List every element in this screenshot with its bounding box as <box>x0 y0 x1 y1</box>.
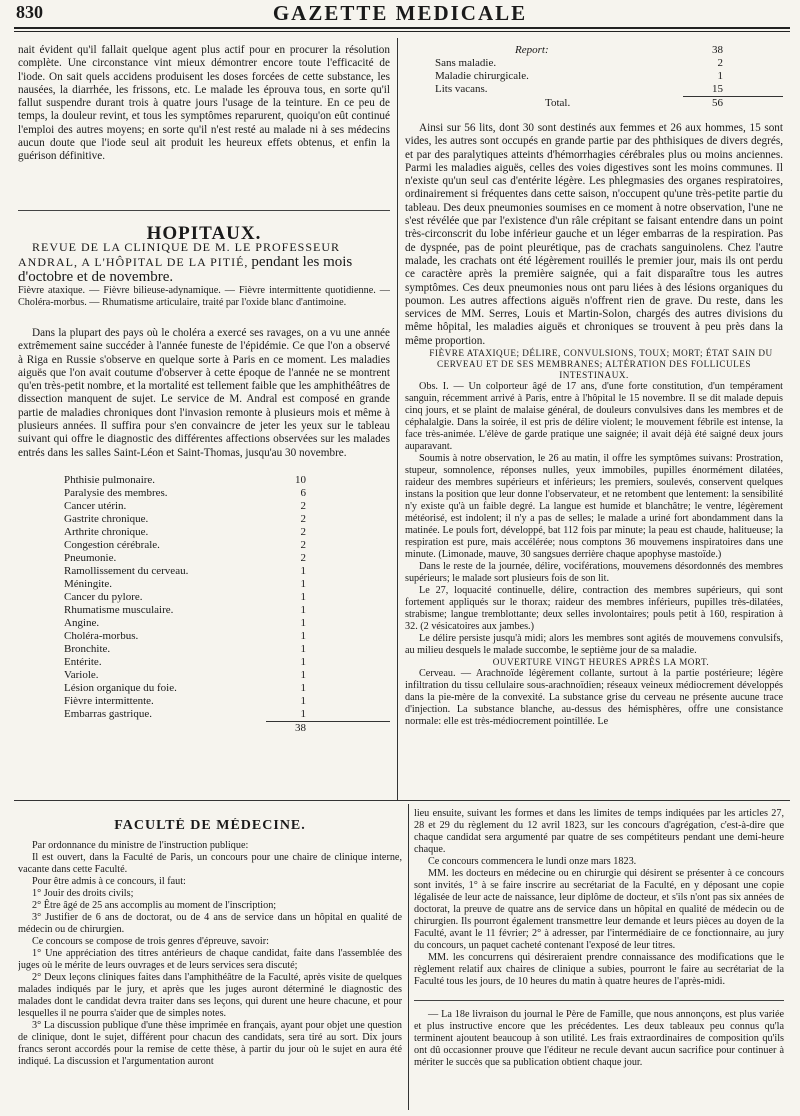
table-row <box>18 539 390 552</box>
paragraph: 3° Justifier de 6 ans de doctorat, ou de 4 ans de service dans un hôpital en qualité de médecin ou de chirurgien. <box>18 912 402 935</box>
diagnosis-count: 1 <box>300 577 306 590</box>
diagnosis-label: Arthrite chronique. <box>64 525 149 538</box>
paragraph: — La 18e livraison du journal le Père de Famille, que nous annonçons, est plus variée et plus instructive encore que les précédentes. Les deux tableaux peu connus qu'la terminent ajoutent beaucoup à son utilité. Les frais extraordinaires de composition qu'ils ont dû occasionner prouve que l'éditeur ne recule devant aucun sacrifice pour continuer à mériter le succès que sa publication obtient chaque jour. <box>414 1009 784 1068</box>
paragraph: Ainsi sur 56 lits, dont 30 sont destinés aux femmes et 26 aux hommes, 15 sont vides, les autres sont occupés en grande partie par des phthisiques de divers degrés, et par des paralytiques atteints d'hémorrhagies cérébrales plus ou moins anciennes. Parmi les maladies aiguës, celles des voies digestives sont les moins communes. Il n'existe qu'un seul cas d'entérite légère. Les phlegmasies des organes respiratoires, ordinairement si fréquentes dans cette saison, n'occupent qu'une très-petite partie du tableau. Des deux pneumonies soumises en ce moment à notre observation, l'une ne s'est révélée que par l'existence d'un râle crépitant se faisant entendre dans un point très-circonscrit du lobe inférieur gauche et un léger embarras de la respiration. Pas de dyspnée, pas de point pleurétique, pas de crachats sanguinolens. Chez l'autre malade, les crachats ont été légèrement rouillés le premier jour, mais ils ont perdu ce caractère après la première saignée, qui a fait disparaître tous les autres symptômes. Ces deux pneumonies nous ont paru liées à des lésions organiques du poumon. Les autres affections aiguës n'offrent rien de grave. Du reste, dans les services de MM. Serres, Louis et Martin-Solon, chargés des autres divisions du même hôpital, les maladies aiguës et chroniques se trouvent à peu près dans la même proportion. <box>405 122 783 347</box>
diagnosis-label: Phthisie pulmonaire. <box>64 473 156 486</box>
paragraph: Soumis à notre observation, le 26 au matin, il offre les symptômes suivans: Prostration, stupeur, somnolence, réponses nulles, yeux immobiles, pupilles énormément dilatées, raideur des membres supérieurs et inférieurs; les premiers, soulevés, conservent quelques instans la position que leur donne l'observateur, et ne retombent que lentement: la sensibilité n'y existe qu'à un faible degré. La langue est humide et blanchâtre; le ventre, légèrement météorisé, est indolent; il n'y a pas de selles; le malade a uriné fort abondamment dans la matinée. Le pouls fort, développé, bat 112 fois par minute; la peau est chaude, halitueuse; la respiration est pure, mais accélérée; nous comptons 36 mouvemens inspiratoires dans une minute. (Limonade, mauve, 30 sangsues derrière chaque apophyse mastoïde.) <box>405 453 783 561</box>
table-row <box>18 643 390 656</box>
diagnosis-label: Cancer du pylore. <box>64 590 143 603</box>
diagnosis-count: 1 <box>300 655 306 668</box>
paragraph: 1° Jouir des droits civils; <box>32 888 134 899</box>
diagnosis-count: 1 <box>300 681 306 694</box>
table-row <box>18 695 390 708</box>
report-count: 15 <box>712 83 723 95</box>
table-row <box>18 682 390 695</box>
column-rule <box>397 38 398 800</box>
table-row <box>18 513 390 526</box>
total-label: Total. <box>545 96 571 109</box>
column-1 <box>18 44 390 796</box>
article-title <box>18 240 390 285</box>
diagnosis-label: Entérite. <box>64 655 102 668</box>
paragraph: Le 27, loquacité continuelle, délire, contraction des membres supérieurs, qui sont fortement appliqués sur le thorax; raideur des membres inférieurs, pupilles très-dilatées, strabisme; langue tremblottante; deux selles involontaires; pouls petit à 160, respiration à 32. (2 vésicatoires aux jambes.) <box>405 585 783 633</box>
table-row <box>18 526 390 539</box>
paragraph: Cerveau. — Arachnoïde légèrement collante, surtout à la partie postérieure; légère infiltration du tissu cellulaire sous-arachnoïdien; réseaux veineux médiocrement développés dans la pie-mère de la convexité. La substance grise du cerveau ne présente aucune trace d'injection. La substance blanche, au-dessus des hémisphères, offre une consistance normale: elle est très-médiocrement pointillée. Le <box>405 668 783 728</box>
diagnosis-label: Rhumatisme musculaire. <box>64 603 174 616</box>
report-count: 1 <box>717 70 723 82</box>
table-row <box>18 630 390 643</box>
header-rule <box>14 27 790 32</box>
diagnosis-count: 1 <box>300 668 306 681</box>
column-4 <box>414 808 784 1114</box>
table-row <box>18 656 390 669</box>
diagnosis-label: Lésion organique du foie. <box>64 681 177 694</box>
table-row <box>18 591 390 604</box>
diagnosis-count: 1 <box>300 603 306 616</box>
diagnosis-count: 6 <box>300 486 306 499</box>
table-row <box>405 57 783 70</box>
horizontal-rule <box>14 800 790 801</box>
report-label: Sans maladie. <box>435 57 497 69</box>
diagnosis-count: 1 <box>300 694 306 707</box>
diagnosis-count: 1 <box>300 616 306 629</box>
diagnosis-label: Variole. <box>64 668 99 681</box>
paragraph: Dans la plupart des pays où le choléra a exercé ses ravages, on a vu une année extrêmement saine succéder à l'année funeste de l'épidémie. Ce que l'on a observé à Riga en Russie s'observe en quelque sorte à Paris en ce moment. Les maladies aiguës que l'on avait coutume d'observer à cette époque de l'année ne se montrent qu'en très-petit nombre, et la mortalité est tellement faible que les amphithéâtres de dissection manquent de sujet. Le service de M. Andral est composé en grande partie de maladies chroniques dont l'invasion remonte à plusieurs mois et même à plusieurs années. Il suffira pour s'en convaincre de jeter les yeux sur le tableau suivant qui offre le diagnostic des différentes affections observées sur les malades entrés dans les salles Saint-Léon et Saint-Thomas, jusqu'au 30 novembre. <box>18 326 390 459</box>
diagnosis-count: 2 <box>300 512 306 525</box>
case-heading: FIÈVRE ATAXIQUE; DÉLIRE, CONVULSIONS, TOUX; MORT; ÉTAT SAIN DU CERVEAU ET DE SES MEMBRANES; ALTÉRATION DES FOLLICULES INTESTINAUX. <box>429 348 773 381</box>
paragraph: Ce concours commencera le lundi onze mars 1823. <box>428 856 637 867</box>
page-header <box>0 0 800 26</box>
paragraph: Par ordonnance du ministre de l'instruction publique: <box>32 840 249 851</box>
column-3 <box>18 818 402 1114</box>
article-summary: Fièvre ataxique. — Fièvre bilieuse-adynamique. — Fièvre intermittente quotidienne. — Choléra-morbus. — Rhumatisme articulaire, traité par l'oxide blanc d'antimoine. <box>18 284 390 308</box>
report-label: Lits vacans. <box>435 83 488 96</box>
diagnosis-label: Fièvre intermittente. <box>64 694 154 707</box>
diagnosis-label: Gastrite chronique. <box>64 512 149 525</box>
diagnosis-label: Choléra-morbus. <box>64 629 139 642</box>
diagnosis-count: 1 <box>300 564 306 577</box>
article-title-smallcaps: REVUE DE LA CLINIQUE DE M. LE PROFESSEUR ANDRAL, A L'HÔPITAL DE LA PITIÉ, <box>18 239 341 269</box>
diagnosis-label: Méningite. <box>64 577 112 590</box>
table-row <box>18 578 390 591</box>
paragraph: nait évident qu'il fallait quelque agent plus actif pour en procurer la résolution complète. Une circonstance vint mieux démontrer encore toute l'efficacité de l'iode. On sait quels accidens produisent les doses forcées de cette substance, les nausées, la diarrhée, les frissons, etc. Le malade les éprouva tous, en sorte qu'il fallut suspendre durant trois à quatre jours l'usage de la teinture. En ce peu de temps, la douleur revint, et tous les symptômes reparurent, quoiqu'on eût continué l'emploi des autres moyens; en sorte qu'il n'est resté au malade ni à ses médecins aucun doute que l'iode seul ait produit les heureux effets obtenus, et enfin la guérison définitive. <box>18 44 390 163</box>
table-row <box>18 500 390 513</box>
paragraph: 1° Une appréciation des titres antérieurs de chaque candidat, faite dans l'assemblée des juges où le mérite de leurs ouvrages et de leurs services sera discuté; <box>18 948 402 971</box>
article-title-main: pendant les mois d'octobre et de novembre. <box>18 253 353 285</box>
paragraph: Il est ouvert, dans la Faculté de Paris, un concours pour une chaire de clinique interne, vacante dans cette Faculté. <box>18 852 402 875</box>
report-count: 2 <box>717 57 723 69</box>
paragraph: 3° La discussion publique d'une thèse imprimée en français, ayant pour objet une question de clinique, dont le sujet, différent pour chacun des candidats, sera tiré au sort. Dix jours francs seront accordés pour la remise de cette thèse, à partir du jour où le sujet en aura été indiqué. La discussion et l'argumentation auront <box>18 1020 402 1067</box>
diagnosis-label: Embarras gastrique. <box>64 708 152 721</box>
diagnosis-label: Bronchite. <box>64 642 111 655</box>
paragraph: Pour être admis à ce concours, il faut: <box>32 876 186 887</box>
diagnosis-count: 2 <box>300 551 306 564</box>
report-label: Maladie chirurgicale. <box>435 70 529 82</box>
table-row <box>18 552 390 565</box>
diagnosis-label: Angine. <box>64 616 100 629</box>
diagnosis-label: Congestion cérébrale. <box>64 538 160 551</box>
diagnosis-label: Cancer utérin. <box>64 499 127 512</box>
diagnosis-count: 2 <box>300 538 306 551</box>
column-rule <box>408 804 409 1110</box>
diagnosis-table <box>18 474 390 735</box>
diagnosis-count: 10 <box>295 473 306 486</box>
table-row <box>18 669 390 682</box>
paragraph: lieu ensuite, suivant les formes et dans les limites de temps indiquées par les articles 27, 28 et 29 du règlement du 12 avril 1823, sur les concours d'agrégation, c'est-à-dire que chaque candidat sera argumenté par quatre de ses compétiteurs pendant une demi-heure chaque. <box>414 808 784 855</box>
diagnosis-count: 2 <box>300 525 306 538</box>
table-total: 38 <box>266 721 390 735</box>
section-divider <box>414 1000 784 1001</box>
table-row <box>18 604 390 617</box>
section-title: HOPITAUX. <box>146 222 262 244</box>
paragraph: MM. les concurrens qui désireraient prendre connaissance des modifications que le règlement relatif aux chaires de clinique a subies, pourront le faire au secrétariat de la Faculté tous les jours, de 10 heures du matin à quatre heures de l'après-midi. <box>414 952 784 987</box>
table-row <box>18 617 390 630</box>
diagnosis-count: 2 <box>300 499 306 512</box>
column-2 <box>405 44 783 796</box>
table-row <box>18 487 390 500</box>
paragraph: Obs. I. — Un colporteur âgé de 17 ans, d'une forte constitution, d'un tempérament sanguin, récemment arrivé à Paris, entre à l'hôpital le 15 novembre. Il se dit malade depuis cinq jours, et se plaint de malaise général, de douleurs convulsives dans les membres et de céphalalgie. Dans la soirée, il est pris de délire violent; le mouvement fébrile est intense, la face très-animée. L'élève de garde pratique une saignée; il avait déjà été saigné deux jours auparavant. <box>405 381 783 453</box>
table-row <box>18 708 390 722</box>
diagnosis-count: 1 <box>300 629 306 642</box>
table-row <box>405 70 783 83</box>
table-row <box>405 44 783 57</box>
paragraph: 2° Être âgé de 25 ans accomplis au moment de l'inscription; <box>32 900 277 911</box>
total-value: 56 <box>683 97 783 111</box>
section-divider <box>18 210 390 211</box>
table-row <box>18 474 390 487</box>
table-row <box>18 565 390 578</box>
journal-title: GAZETTE MEDICALE <box>272 1 528 25</box>
report-label: Report: <box>515 44 549 56</box>
paragraph: Ce concours se compose de trois genres d'épreuve, savoir: <box>32 936 269 947</box>
diagnosis-label: Ramollissement du cerveau. <box>64 564 189 577</box>
diagnosis-label: Paralysie des membres. <box>64 486 168 499</box>
diagnosis-count: 1 <box>300 707 306 720</box>
page-number: 830 <box>16 2 43 22</box>
paragraph: Le délire persiste jusqu'à midi; alors les membres sont agités de mouvemens convulsifs, au milieu desquels le malade succombe, le septième jour de sa maladie. <box>405 633 783 657</box>
table-row <box>405 83 783 97</box>
paragraph: 2° Deux leçons cliniques faites dans l'amphithéâtre de la Faculté, après visite de quelques malades indiqués par le jury, et après que les juges auront déterminé le diagnostic des malades dont le candidat devra traiter dans ses leçons, qui durent une heure chacune, et pour lesquelles il ne pourra s'aider que de simples notes. <box>18 972 402 1019</box>
diagnosis-label: Pneumonie. <box>64 551 117 564</box>
diagnosis-count: 1 <box>300 590 306 603</box>
report-table <box>405 44 783 110</box>
autopsy-heading: OUVERTURE VINGT HEURES APRÈS LA MORT. <box>492 657 710 668</box>
faculty-title: FACULTÉ DE MÉDECINE. <box>114 818 306 833</box>
report-count: 38 <box>712 44 723 56</box>
paragraph: MM. les docteurs en médecine ou en chirurgie qui désirent se présenter à ce concours sont invités, 1° à se faire inscrire au secrétariat de la Faculté, en y déposant une copie légalisée de leur acte de naissance, leur diplôme de docteur, et s'ils n'ont pas six années de doctorat, la preuve de quatre ans de service dans un hôpital en qualité de médecin ou de chirurgien. Ils pourront également transmettre leur demande et leurs pièces au doyen de la Faculté, avant le 11 février; 2° à adresser, par l'intermédiaire de ce fonctionnaire, au jury du concours, un paquet cacheté contenant l'exposé de leur titres. <box>414 868 784 951</box>
paragraph: Dans le reste de la journée, délire, vociférations, mouvemens désordonnés des membres supérieurs; le malade sort plusieurs fois de son lit. <box>405 561 783 585</box>
diagnosis-count: 1 <box>300 642 306 655</box>
